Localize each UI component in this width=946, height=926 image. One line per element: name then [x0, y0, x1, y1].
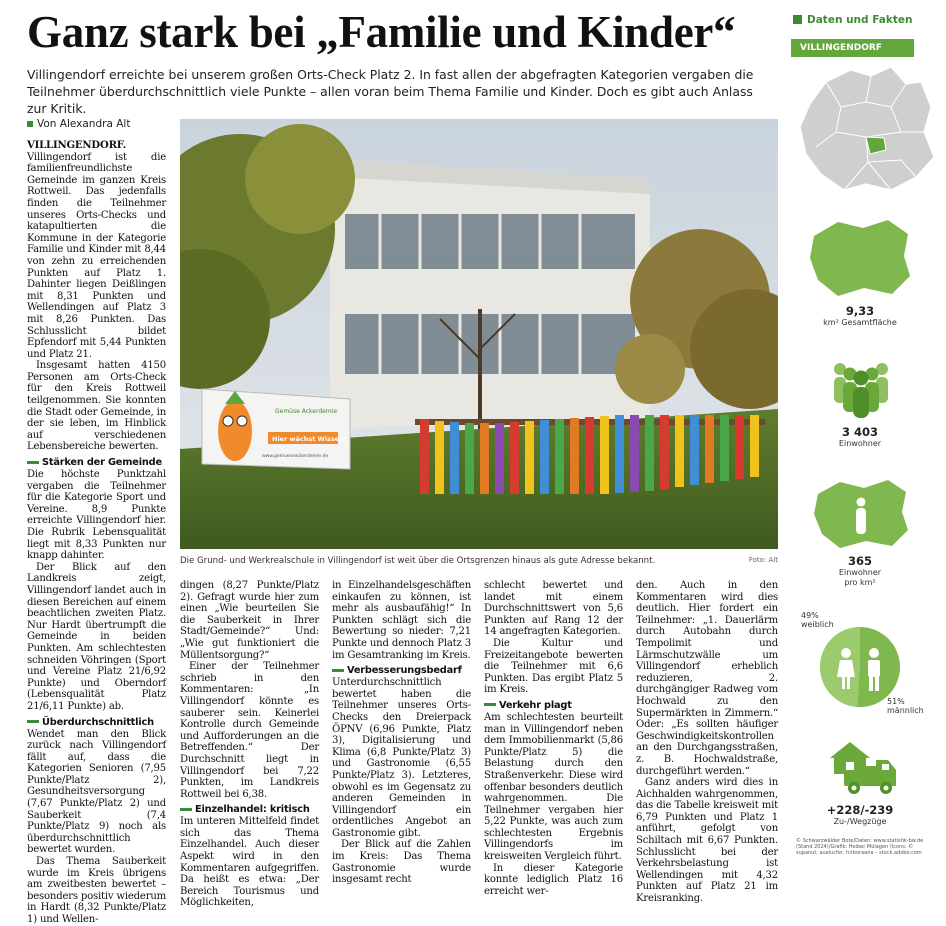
density-label: Einwohner pro km²: [838, 568, 882, 587]
green-bar-icon: [484, 703, 496, 706]
green-bar-icon: [27, 720, 39, 723]
population-group-icon: [826, 360, 896, 418]
banner-url: www.gemueseackerdemie.de: [262, 454, 329, 459]
article-column-3: [332, 580, 471, 886]
paragraph: In dieser Kategorie konnte lediglich Platz 16 erreicht wer-: [484, 862, 623, 897]
paragraph: den. Auch in den Kommentaren wird dies deutlich. Hier fordert ein Teilnehmer: „1. Dauerlärm durch Autobahn durch Tempolimit und Lärmschutzwälle um Villingendorf erheblich reduzieren, 2. durchgängiger Radweg vom Hochwald zu den Supermärkten in Zimmern.“ Oder: „Es sollten häufiger Geschwindigkeitskontrollen an den Durchgangsstraßen, z. B. Hochwaldstraße, durchgeführt werden.“: [636, 580, 778, 777]
colorful-fence: [415, 415, 765, 494]
article-column-2: [180, 580, 319, 909]
paragraph: Das Thema Sauberkeit wurde im Kreis übrigens am zweitbesten bewertet – besonders positiv wiederum in Hardt (8,32 Punkte/Platz 1) und Wellen-: [27, 856, 166, 925]
male-share: 51% männlich: [887, 697, 924, 715]
subheading: Stärken der Gemeinde: [27, 457, 166, 469]
banner-slogan: Hier wächst Wissen!: [272, 435, 347, 443]
article-column-1: [27, 140, 166, 926]
school-photo: [180, 119, 778, 549]
dateline: VILLINGENDORF.: [27, 140, 127, 151]
density-shape-icon: [812, 478, 910, 550]
place-band: VILLINGENDORF: [791, 39, 914, 57]
sidebar-header: Daten und Fakten: [793, 14, 912, 26]
paragraph: schlecht bewertet und landet mit einem Durchschnittswert von 5,6 Punkten auf Rang 12 der 14 angefragten Kategorien.: [484, 580, 623, 638]
school-building: [330, 159, 650, 429]
subheading: Überdurchschnittlich: [27, 717, 166, 729]
article-column-5: [636, 580, 778, 905]
paragraph: Im unteren Mittelfeld findet sich das Thema Einzelhandel. Auch dieser Aspekt wird in den Kommentaren aufgegriffen. Da heißt es etwa: „Der Bereich Tourismus und Möglichkeiten,: [180, 816, 319, 909]
municipality-shape-icon: [808, 218, 912, 298]
subheading: Verkehr plagt: [484, 700, 623, 712]
district-map-icon: [796, 62, 936, 194]
paragraph: Ganz anders wird dies in Aichhalden wahrgenommen, das die Tabelle kreisweit mit 6,79 Punkten und Platz 1 anführt, gefolgt von Schiltach mit 6,67 Punkten. Schlusslicht bei der Verkehrsbelastung ist Wellendingen mit 4,32 Punkten auf Platz 21 im Kreisranking.: [636, 777, 778, 905]
caption-text: Die Grund- und Werkrealschule in Villingendorf ist weit über die Ortsgrenzen hinaus als gute Adresse bekannt.: [180, 556, 656, 566]
green-bar-icon: [180, 808, 192, 811]
area-value: 9,33: [845, 304, 875, 318]
author: Von Alexandra Alt: [37, 118, 131, 130]
paragraph: Am schlechtesten beurteilt man in Villingendorf neben dem Immobilienmarkt (5,86 Punkte/Platz 5) die Belastung durch den Straßenverkehr. Diese wird offenbar besonders deutlich wahrgenommen. Die Teilnehmer vergaben hier 5,22 Punkte, was auch zum schlechtesten Ergebnis Villingendorfs im kreisweiten Vergleich führt.: [484, 711, 623, 863]
paragraph: Einer der Teilnehmer schrieb in den Kommentaren: „In Villingendorf könnte es sauberer sein. Keinerlei Kontrolle durch Gemeinde und Aufforderungen an die Betreffenden.“ Der Durchschnitt liegt in Villingendorf bei 7,22 Punkten, im Landkreis Rottweil bei 6,38.: [180, 661, 319, 800]
green-bar-icon: [27, 461, 39, 464]
migration-label: Zu-/Wegzüge: [833, 817, 887, 826]
article-column-4: [484, 580, 623, 897]
subheading: Einzelhandel: kritisch: [180, 804, 319, 816]
area-label: km² Gesamtfläche: [823, 318, 897, 327]
migration-value: +228/-239: [826, 803, 894, 817]
paragraph: Der Blick auf die Zahlen im Kreis: Das Thema Gastronomie wurde insgesamt recht: [332, 839, 471, 886]
banner-title: Gemüse Ackerdemie: [275, 408, 338, 415]
paragraph: dingen (8,27 Punkte/Platz 2). Gefragt wurde hier zum einen „Wie beurteilen Sie die Sauberkeit in Ihrer Stadt/Gemeinde?“ Und: „Wie gut funktioniert die Müllentsorgung?“: [180, 580, 319, 661]
green-square-icon: [793, 15, 802, 24]
headline: Ganz stark bei „Familie und Kinder“: [27, 7, 736, 57]
paragraph: Die Kultur und Freizeitangebote bewerten die Teilnehmer mit 6,6 Punkten. Das ergibt Platz 5 im Kreis.: [484, 637, 623, 696]
school-photo-illustration: [180, 119, 778, 549]
photo-caption: [180, 556, 778, 566]
green-bar-icon: [332, 669, 344, 672]
population-label: Einwohner: [838, 439, 882, 448]
author-line: [27, 118, 130, 130]
photo-credit: Foto: Alt: [748, 556, 778, 564]
density-value: 365: [847, 554, 872, 568]
paragraph: VILLINGENDORF. Villingendorf ist die familienfreundlichste Gemeinde im ganzen Kreis Rottweil. Das jedenfalls finden die Teilnehmer unseres Orts-Checks und katapultierten die Kommune in der Kategorie Familie und Kinder mit 8,44 von zehn zu erreichenden Punkten auf Platz 1. Dahinter liegen Deißlingen mit 8,31 Punkten und Wellendingen auf Platz 3 mit 8,26 Punkten. Das Schlusslicht bildet Epfendorf mit 5,44 Punkten und Platz 21.: [27, 140, 166, 360]
paragraph: Unterdurchschnittlich bewertet haben die Teilnehmer unseres Orts-Checks den Dreierpack ÖPNV (6,96 Punkte, Platz 3), Digitalisierung und Klima (6,8 Punkte/Platz 3) und Gastronomie (6,55 Punkte/Platz 3). Letzteres, obwohl es im Gegensatz zu anderen Gemeinden in Villingendorf ein ordentliches Angebot an Gastronomie gibt.: [332, 677, 471, 839]
green-square-icon: [27, 121, 33, 127]
paragraph: Der Blick auf den Landkreis zeigt, Villingendorf landet auch in diesen Bereichen auf einem beachtlichen zweiten Platz. Nur Hardt übertrumpft die Gemeinde in beiden Punkten. Am schlechtesten schneiden Vöhringen (Sport und Vereine Platz 21/6,92 Punkte) und Oberndorf (Lebensqualität Platz 21/6,11 Punkte) ab.: [27, 561, 166, 712]
moving-truck-icon: [826, 736, 898, 798]
subheading: Verbesserungsbedarf: [332, 665, 471, 677]
paragraph: Wendet man den Blick zurück nach Villingendorf fällt auf, dass die Kategorien Senioren (7,95 Punkte/Platz 2), Gesundheitsversorgung (7,67 Punkte/Platz 2) und Sauberkeit (7,4 Punkte/Platz 9) noch als überdurchschnittlich bewertet wurden.: [27, 728, 166, 856]
paragraph: in Einzelhandelsgeschäften einkaufen zu können, ist mehr als ausbaufähig!“ In Punkten schlägt sich die Bewertung so nieder: 7,21 Punkte und dennoch Platz 3 im Gesamtranking im Kreis.: [332, 580, 471, 661]
source-note: © Schwarzwälder Bote/Daten: www.statistik-bw.de (Stand 2024)/Grafik: Heiber Mülagen (Icons: © supanut, auelucfer, hirboraana – stock.adobe.com: [796, 838, 924, 856]
female-share: 49% weiblich: [801, 611, 834, 629]
paragraph: Die höchste Punktzahl vergaben die Teilnehmer für die Kategorie Sport und Vereine. 8,9 Punkte erreichte Villingendorf hier. Die Rubrik Lebensqualität liegt mit 8,33 Punkten nur knapp dahinter.: [27, 469, 166, 562]
paragraph: Insgesamt hatten 4150 Personen am Orts-Check für den Kreis Rottweil teilgenommen. Sie konnten die Stadt oder Gemeinde, in der sie leben, im Hinblick auf verschiedenen Lebensbereiche bewerten.: [27, 360, 166, 453]
lead-paragraph: Villingendorf erreichte bei unserem großen Orts-Check Platz 2. In fast allen der abgefragten Kategorien vergaben die Teilnehmer überdurchschnittlich viele Punkte – allen voran beim Thema Familie und Kinder. Doch es gibt auch Anlass zur Kritik.: [27, 67, 754, 116]
population-value: 3 403: [841, 425, 878, 439]
